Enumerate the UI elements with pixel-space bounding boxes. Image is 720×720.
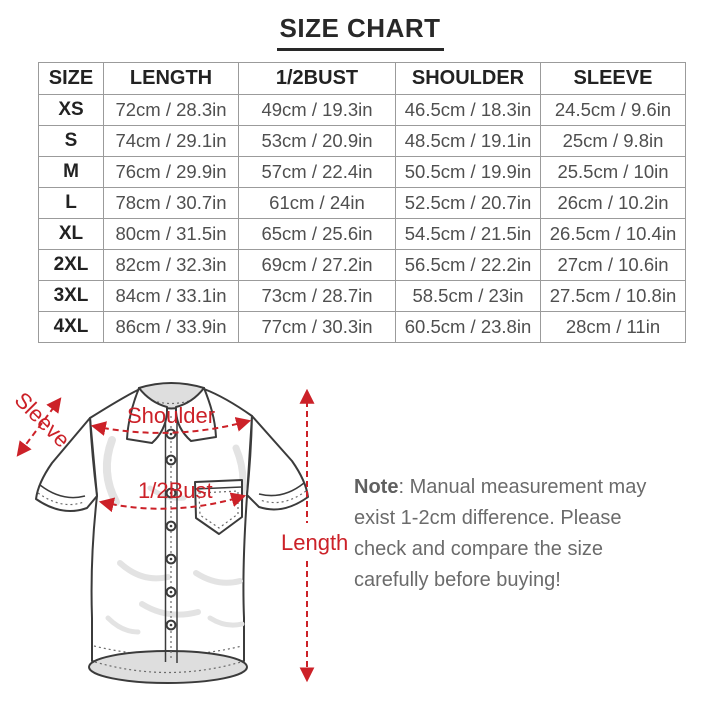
measurement-cell: 48.5cm / 19.1in bbox=[396, 126, 541, 157]
size-cell: 2XL bbox=[39, 250, 104, 281]
measurement-cell: 50.5cm / 19.9in bbox=[396, 157, 541, 188]
measurement-cell: 57cm / 22.4in bbox=[239, 157, 396, 188]
measurement-cell: 28cm / 11in bbox=[541, 312, 686, 343]
title-row bbox=[0, 13, 720, 51]
measurement-cell: 69cm / 27.2in bbox=[239, 250, 396, 281]
measurement-cell: 46.5cm / 18.3in bbox=[396, 95, 541, 126]
measurement-cell: 80cm / 31.5in bbox=[104, 219, 239, 250]
shirt-measurement-diagram bbox=[0, 368, 360, 712]
size-cell: M bbox=[39, 157, 104, 188]
table-row bbox=[39, 250, 686, 281]
table-row bbox=[39, 126, 686, 157]
measurement-cell: 74cm / 29.1in bbox=[104, 126, 239, 157]
measurement-cell: 60.5cm / 23.8in bbox=[396, 312, 541, 343]
table-row bbox=[39, 312, 686, 343]
table-row bbox=[39, 188, 686, 219]
measurement-cell: 54.5cm / 21.5in bbox=[396, 219, 541, 250]
table-row bbox=[39, 95, 686, 126]
size-cell: 3XL bbox=[39, 281, 104, 312]
header-bust: 1/2BUST bbox=[239, 63, 396, 95]
table-row bbox=[39, 219, 686, 250]
note-line: Note: Manual measurement may bbox=[354, 476, 647, 498]
measurement-cell: 61cm / 24in bbox=[239, 188, 396, 219]
right-sleeve bbox=[247, 416, 308, 509]
measurement-cell: 52.5cm / 20.7in bbox=[396, 188, 541, 219]
measurement-cell: 26cm / 10.2in bbox=[541, 188, 686, 219]
measurement-cell: 27.5cm / 10.8in bbox=[541, 281, 686, 312]
measurement-cell: 84cm / 33.1in bbox=[104, 281, 239, 312]
header-shoulder: SHOULDER bbox=[396, 63, 541, 95]
size-cell: S bbox=[39, 126, 104, 157]
size-cell: XL bbox=[39, 219, 104, 250]
header-sleeve: SLEEVE bbox=[541, 63, 686, 95]
table-row bbox=[39, 281, 686, 312]
measurement-cell: 49cm / 19.3in bbox=[239, 95, 396, 126]
shirt-hem bbox=[89, 651, 247, 683]
measurement-cell: 73cm / 28.7in bbox=[239, 281, 396, 312]
note-line: check and compare the size bbox=[354, 538, 604, 560]
table-row bbox=[39, 157, 686, 188]
table-header-row bbox=[39, 63, 686, 95]
measurement-cell: 72cm / 28.3in bbox=[104, 95, 239, 126]
measurement-cell: 25cm / 9.8in bbox=[541, 126, 686, 157]
size-cell: L bbox=[39, 188, 104, 219]
note-label: Note bbox=[354, 476, 399, 498]
size-table bbox=[38, 62, 686, 343]
size-cell: XS bbox=[39, 95, 104, 126]
note-text bbox=[354, 472, 694, 596]
bust-label: 1/2Bust bbox=[138, 478, 213, 503]
measurement-cell: 27cm / 10.6in bbox=[541, 250, 686, 281]
measurement-cell: 78cm / 30.7in bbox=[104, 188, 239, 219]
measurement-cell: 56.5cm / 22.2in bbox=[396, 250, 541, 281]
length-label: Length bbox=[281, 530, 349, 555]
measurement-cell: 82cm / 32.3in bbox=[104, 250, 239, 281]
measurement-cell: 58.5cm / 23in bbox=[396, 281, 541, 312]
page-title: SIZE CHART bbox=[277, 13, 444, 51]
measurement-cell: 86cm / 33.9in bbox=[104, 312, 239, 343]
note-line: exist 1-2cm difference. Please bbox=[354, 507, 622, 529]
header-length: LENGTH bbox=[104, 63, 239, 95]
note-line: carefully before buying! bbox=[354, 569, 561, 591]
measurement-cell: 26.5cm / 10.4in bbox=[541, 219, 686, 250]
measurement-cell: 25.5cm / 10in bbox=[541, 157, 686, 188]
measurement-cell: 24.5cm / 9.6in bbox=[541, 95, 686, 126]
measurement-cell: 53cm / 20.9in bbox=[239, 126, 396, 157]
measurement-cell: 77cm / 30.3in bbox=[239, 312, 396, 343]
measurement-cell: 76cm / 29.9in bbox=[104, 157, 239, 188]
measurement-cell: 65cm / 25.6in bbox=[239, 219, 396, 250]
shoulder-label: Shoulder bbox=[127, 403, 216, 428]
size-cell: 4XL bbox=[39, 312, 104, 343]
sleeve-label: Sleeve bbox=[9, 387, 75, 453]
size-table-body bbox=[39, 95, 686, 343]
header-size: SIZE bbox=[39, 63, 104, 95]
